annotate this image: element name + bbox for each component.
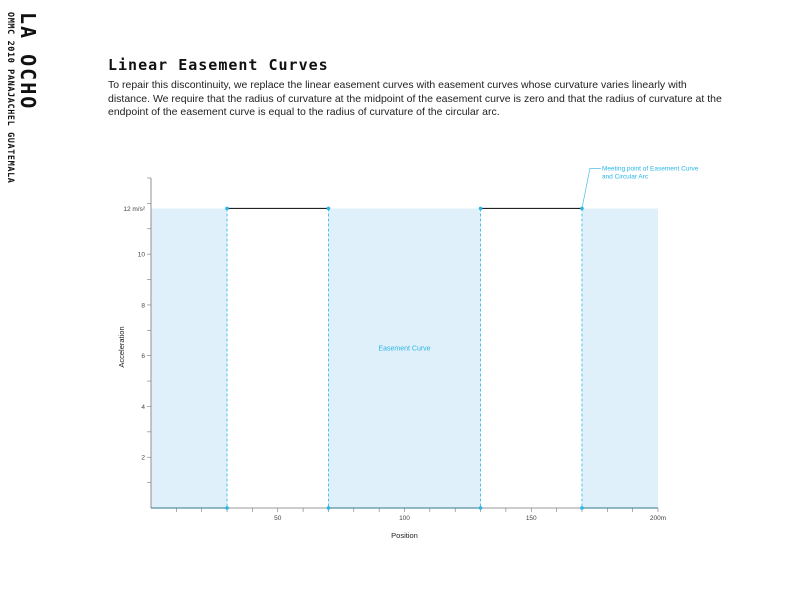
data-point-marker: [327, 506, 331, 510]
annotation-meeting-point-line1: Meeting point of Easement Curve: [601, 165, 699, 173]
annotation-easement-curve: Easement Curve: [378, 345, 431, 353]
x-tick-label: 200m: [649, 515, 667, 522]
y-tick-label: 12 m/s²: [123, 205, 145, 213]
y-tick-label: 4: [141, 403, 145, 411]
x-tick-label: 150: [525, 515, 537, 522]
x-tick-label: 100: [399, 515, 410, 522]
data-point-marker: [479, 207, 483, 211]
data-point-marker: [580, 506, 584, 510]
data-point-marker: [225, 207, 229, 211]
y-tick-label: 8: [141, 302, 145, 310]
x-axis-label: Position: [391, 531, 418, 540]
y-tick-label: 10: [137, 251, 145, 259]
shaded-region-0: [151, 208, 227, 508]
y-tick-label: 6: [141, 353, 145, 361]
annotation-leader-line: [582, 168, 601, 208]
shaded-region-2: [582, 208, 658, 508]
brand-subtitle: OMMC 2010 PANAJACHEL GUATEMALA: [5, 12, 15, 184]
x-tick-label: 50: [274, 515, 282, 522]
section-body-text: To repair this discontinuity, we replace the linear easement curves with easement curves whose curvature varies linearly with distance. We require that the radius of curvature at the midpoint of the easement curve is zero and that the radius of curvature at the endpoint of the easement curve is equal to the radius of curvature of the circular arc.: [108, 79, 722, 118]
shaded-region-1: [328, 208, 480, 508]
annotation-meeting-point-line2: and Circular Arc: [601, 173, 649, 181]
data-point-marker: [225, 506, 229, 510]
y-tick-label: 2: [141, 454, 145, 462]
data-point-marker: [479, 506, 483, 510]
brand-title: LA OCHO: [16, 12, 40, 111]
data-point-marker: [327, 207, 331, 211]
y-axis-label: Acceleration: [117, 326, 126, 368]
section-heading: Linear Easement Curves: [108, 56, 329, 74]
